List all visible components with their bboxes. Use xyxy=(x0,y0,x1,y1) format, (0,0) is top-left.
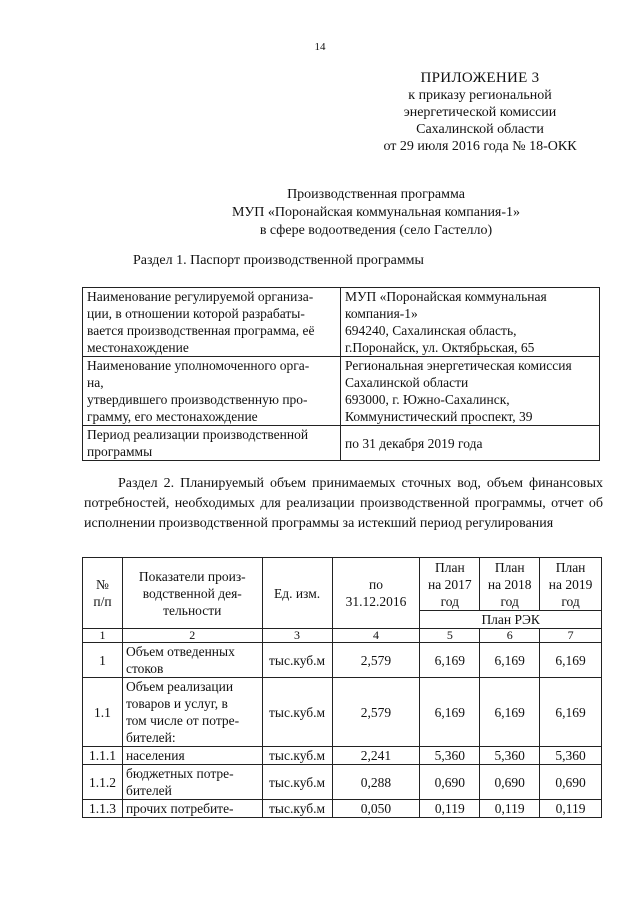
header-actual xyxy=(332,558,420,629)
row-value: 6,169 xyxy=(480,678,540,747)
passport-label xyxy=(83,357,341,426)
text-line: План xyxy=(434,559,465,575)
text-line: п/п xyxy=(93,594,112,609)
text-line: на 2019 xyxy=(548,576,593,592)
column-number: 5 xyxy=(420,629,480,643)
program-title-line: в сфере водоотведения (село Гастелло) xyxy=(259,223,493,238)
text-line: 694240, Сахалинская область, xyxy=(345,323,517,338)
row-value: 0,690 xyxy=(420,765,480,800)
passport-table xyxy=(82,287,600,461)
row-value: 0,119 xyxy=(480,800,540,818)
row-unit: тыс.куб.м xyxy=(262,678,332,747)
column-number: 2 xyxy=(122,629,262,643)
row-value: 6,169 xyxy=(480,643,540,678)
section1-heading: Раздел 1. Паспорт производственной программы xyxy=(133,253,424,268)
text-line: План xyxy=(555,559,586,575)
row-name xyxy=(122,800,262,818)
appendix-line: от 29 июля 2016 года № 18-ОКК xyxy=(383,139,577,154)
text-line: по 31 декабря 2019 года xyxy=(345,435,483,451)
text-line: грамму, его местонахождение xyxy=(87,409,258,424)
program-title-line: Производственная программа xyxy=(287,187,465,202)
passport-value xyxy=(341,288,600,357)
text-line: Региональная энергетическая комиссия xyxy=(345,358,572,373)
column-number: 1 xyxy=(83,629,123,643)
text-line: водственной дея- xyxy=(142,585,242,601)
table-row xyxy=(83,643,602,678)
row-value: 5,360 xyxy=(540,747,602,765)
section2-paragraph: Раздел 2. Планируемый объем принимаемых сточных вод, объем финансовых потребностей, необходимых для реализации производственной программы, отчет об исполнении производственной программы за истекший период регулирования xyxy=(84,476,603,531)
text-line: г.Поронайск, ул. Октябрьская, 65 xyxy=(345,340,535,355)
text-line: бителей xyxy=(125,783,172,798)
table-row xyxy=(83,357,600,426)
row-value: 5,360 xyxy=(480,747,540,765)
text-line: год xyxy=(561,593,580,609)
row-num: 1 xyxy=(83,643,123,678)
text-line: тельности xyxy=(163,602,222,618)
text-line: План xyxy=(494,559,525,575)
appendix-title: ПРИЛОЖЕНИЕ 3 xyxy=(420,70,540,86)
text-line: № xyxy=(96,577,109,592)
text-line: Наименование регулируемой организа- xyxy=(87,289,314,304)
row-value: 2,241 xyxy=(332,747,420,765)
text-line: населения xyxy=(125,748,185,763)
text-line: Объем отведенных xyxy=(125,644,235,659)
text-line: том числе от потре- xyxy=(125,713,240,728)
program-title xyxy=(0,186,640,240)
row-value: 6,169 xyxy=(420,643,480,678)
text-line: МУП «Поронайская коммунальная xyxy=(345,289,547,304)
passport-value xyxy=(341,426,600,461)
text-line: 693000, г. Южно-Сахалинск, xyxy=(345,392,510,407)
header-plan-2017 xyxy=(420,558,480,611)
row-value: 0,119 xyxy=(540,800,602,818)
text-line: стоков xyxy=(125,661,164,676)
passport-value xyxy=(341,357,600,426)
table-row xyxy=(83,678,602,747)
text-line: Объем реализации xyxy=(125,679,234,694)
text-line: местонахождение xyxy=(87,340,189,355)
passport-label xyxy=(83,426,341,461)
row-num: 1.1.2 xyxy=(83,765,123,800)
plan-table xyxy=(82,557,602,818)
row-value: 6,169 xyxy=(540,643,602,678)
row-value: 6,169 xyxy=(540,678,602,747)
passport-label xyxy=(83,288,341,357)
row-value: 6,169 xyxy=(420,678,480,747)
header-plan-2018 xyxy=(480,558,540,611)
row-name xyxy=(122,643,262,678)
column-number: 3 xyxy=(262,629,332,643)
text-line: Сахалинской области xyxy=(345,375,469,390)
text-line: программы xyxy=(87,444,153,459)
text-line: бюджетных потре- xyxy=(125,766,234,781)
row-num: 1.1 xyxy=(83,678,123,747)
text-line: на 2018 xyxy=(487,576,532,592)
header-unit: Ед. изм. xyxy=(262,558,332,629)
row-value: 5,360 xyxy=(420,747,480,765)
program-title-line: МУП «Поронайская коммунальная компания-1» xyxy=(231,205,521,220)
header-plan-rek: План РЭК xyxy=(420,611,602,629)
text-line: Показатели произ- xyxy=(138,568,246,584)
page-number: 14 xyxy=(314,41,326,53)
row-value: 0,288 xyxy=(332,765,420,800)
text-line: на, xyxy=(87,375,104,390)
text-line: бителей: xyxy=(125,730,176,745)
text-line: компания-1» xyxy=(345,306,418,321)
row-num: 1.1.3 xyxy=(83,800,123,818)
row-value: 0,690 xyxy=(540,765,602,800)
row-num: 1.1.1 xyxy=(83,747,123,765)
row-unit: тыс.куб.м xyxy=(262,643,332,678)
column-number: 7 xyxy=(540,629,602,643)
table-row xyxy=(83,765,602,800)
table-row xyxy=(83,426,600,461)
text-line: Коммунистический проспект, 39 xyxy=(345,409,533,424)
text-line: год xyxy=(500,593,519,609)
appendix-line: энергетической комиссии xyxy=(403,105,557,120)
appendix-block xyxy=(330,70,630,155)
header-indicator xyxy=(122,558,262,629)
row-unit: тыс.куб.м xyxy=(262,765,332,800)
table-header-row xyxy=(83,558,602,611)
column-number: 4 xyxy=(332,629,420,643)
text-line: по xyxy=(368,577,383,592)
header-plan-2019 xyxy=(540,558,602,611)
text-line: ции, в отношении которой разрабаты- xyxy=(87,306,305,321)
text-line: 31.12.2016 xyxy=(345,594,407,609)
appendix-line: Сахалинской области xyxy=(416,122,544,137)
column-number: 6 xyxy=(480,629,540,643)
text-line: на 2017 xyxy=(428,576,472,592)
row-value: 2,579 xyxy=(332,678,420,747)
row-unit: тыс.куб.м xyxy=(262,800,332,818)
column-number-row xyxy=(83,629,602,643)
text-line: вается производственная программа, её xyxy=(87,323,315,338)
text-line: год xyxy=(440,593,460,609)
table-row xyxy=(83,288,600,357)
row-name xyxy=(122,678,262,747)
row-value: 2,579 xyxy=(332,643,420,678)
row-value: 0,119 xyxy=(420,800,480,818)
text-line: прочих потребите- xyxy=(125,801,234,816)
row-value: 0,050 xyxy=(332,800,420,818)
row-name xyxy=(122,765,262,800)
text-line: Период реализации производственной xyxy=(87,427,309,442)
text-line: товаров и услуг, в xyxy=(125,696,228,711)
row-unit: тыс.куб.м xyxy=(262,747,332,765)
table-row xyxy=(83,800,602,818)
row-name xyxy=(122,747,262,765)
text-line: утвердившего производственную про- xyxy=(87,392,308,407)
table-row xyxy=(83,747,602,765)
header-num xyxy=(83,558,123,629)
appendix-line: к приказу региональной xyxy=(408,88,552,103)
row-value: 0,690 xyxy=(480,765,540,800)
section2-text xyxy=(84,474,603,534)
text-line: Наименование уполномоченного орга- xyxy=(87,358,310,373)
